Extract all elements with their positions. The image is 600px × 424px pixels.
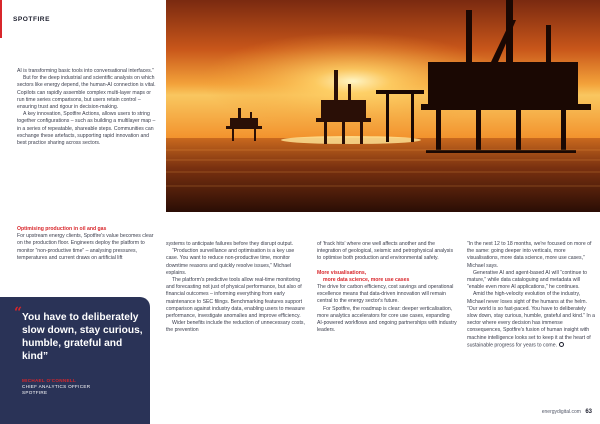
body-paragraph bbox=[467, 291, 597, 349]
intro-text bbox=[17, 68, 157, 147]
body-paragraph: “In the next 12 to 18 months, we're focused on more of the same: going deeper into verticals, more visualisations, more data science, more use cases,” Michael says. bbox=[467, 241, 592, 269]
quote-author-company: SPOTFIRE bbox=[22, 390, 48, 395]
accent-bar bbox=[0, 0, 2, 38]
column-2 bbox=[166, 241, 306, 335]
subheading-visualisations: More visualisations, bbox=[317, 269, 367, 276]
body-paragraph: Wider benefits include the reduction of unnecessary costs, the prevention bbox=[166, 320, 305, 334]
page-number: 63 bbox=[585, 409, 592, 415]
body-paragraph: For Spotfire, the roadmap is clear: deeper verticalisation, more analytics accelerators for core use cases, expanding AI-powered workflows and ongoing partnerships with industry leaders. bbox=[317, 305, 457, 334]
body-paragraph: of ‘frack hits’ where one well affects another and the integration of geological, seismic and petrophysical analysis to optimise both production and environmental safety. bbox=[317, 241, 454, 262]
body-paragraph: For upstream energy clients, Spotfire's value becomes clear on the production floor. Engineers deploy the platform to monitor “non-productive time” – analysing pressures, temperatures and current draws on artificial lift bbox=[17, 233, 154, 261]
column-3 bbox=[317, 241, 457, 334]
pull-quote bbox=[0, 297, 150, 424]
intro-paragraph: AI is transforming basic tools into conversational interfaces.” bbox=[17, 68, 154, 74]
body-paragraph: Generative AI and agent-based AI will “continue to mature,” while data cataloguing and metadata will “enable even more AI applications,” he continues. bbox=[467, 269, 588, 291]
quote-author-title: CHIEF ANALYTICS OFFICER bbox=[22, 384, 91, 389]
section-label: SPOTFIRE bbox=[13, 16, 50, 23]
body-paragraph: systems to anticipate failures before they disrupt output. bbox=[166, 241, 294, 247]
page-footer bbox=[542, 409, 592, 415]
closing-text: Amid the high-velocity evolution of the industry, Michael never loses sight of the humans at the helm. “Our world is so fast-paced. You have to deliberately slow down, stay curious, humble, grateful and kind.” In a sector where every decision has immense consequences, Spotfire's fusion of human insight with machine intelligence looks set to keep it at the heart of sustainable progress for years to come. bbox=[467, 291, 596, 349]
quote-mark: “ bbox=[14, 305, 23, 321]
column-4 bbox=[467, 241, 597, 350]
body-paragraph: “Production surveillance and optimisation is a key use case. You want to reduce non-productive time, monitor downtime reasons and quickly resolve issues,” Michael explains. bbox=[166, 248, 295, 276]
intro-paragraph: A key innovation, Spotfire Actions, allows users to string together configurations – such as building a multilayer map – in a series of repeatable, shareable steps. Communities can exchange these artefacts, supporting rapid innovation and best practice sharing across sectors. bbox=[17, 111, 156, 147]
spacer bbox=[317, 263, 457, 270]
body-paragraph: The platform's predictive tools allow real-time monitoring and forecasting not just of physical performance, but also of financial outcomes – informing everything from early maintenance to SEC filings. Benchmarking features support comparison against industry data, enabling users to measure performance, investigate anomalies and improve efficiency. bbox=[166, 277, 305, 320]
quote-author-name: MICHAEL O'CONNELL bbox=[22, 378, 77, 383]
quote-text: You have to deliberately slow down, stay curious, humble, grateful and kind” bbox=[22, 312, 143, 362]
oil-rig-photo bbox=[166, 0, 600, 212]
end-circle-icon bbox=[559, 342, 564, 347]
intro-paragraph: But for the deep industrial and scientific analysis on which sectors like energy depend, the human-AI connection is vital. Copilots can rapidly assemble complex multi-layer maps or run time series comparisons, but users retain control – ensuring trust and rigour in decision-making. bbox=[17, 75, 156, 111]
hero-photo-oil-rigs-sunset bbox=[166, 0, 600, 212]
column-1 bbox=[17, 226, 157, 262]
subheading-visualisations-line2: more data science, more use cases bbox=[323, 276, 410, 283]
footer-site: energydigital.com bbox=[541, 409, 581, 415]
body-paragraph: The drive for carbon efficiency, cost savings and operational excellence means that data-driven innovation will remain central to the energy sector's future. bbox=[317, 284, 454, 305]
subheading-oil-gas: Optimising production in oil and gas bbox=[17, 226, 107, 232]
